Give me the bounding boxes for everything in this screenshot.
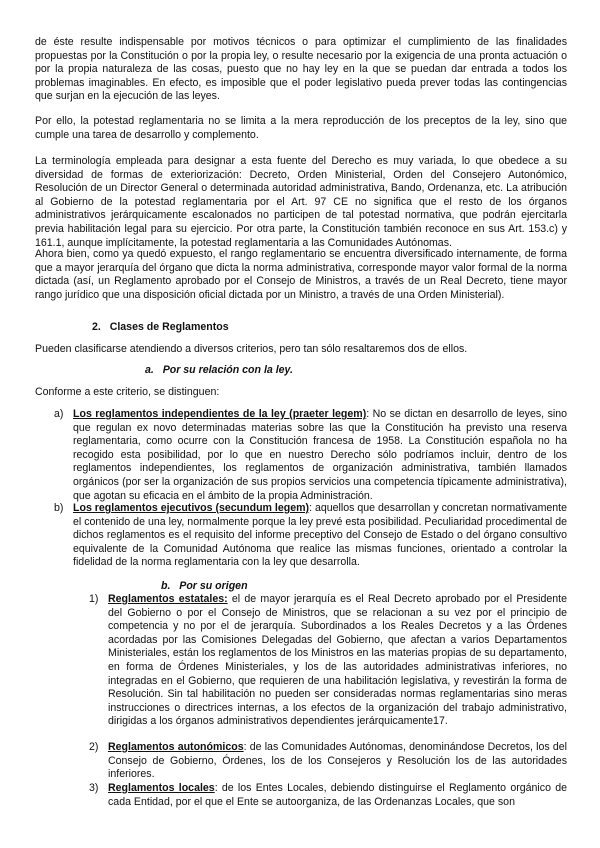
term-local: Reglamentos locales (108, 782, 215, 794)
text-executive: : aquellos que desarrollan y concretan normativamente el contenido de una ley, normalmente porque la ley prevé esta posibilidad. Peculiaridad procedimental de dichos reglamentos es el requisito del informe preceptivo del Consejo de Estado o del órgano consultivo equivalente de la Comunidad Autónoma que realice las mismas funciones, orientado a controlar la fidelidad de la norma reglamentaria con la ley que desarrolla. (73, 502, 568, 569)
section-title: Clases de Reglamentos (109, 321, 229, 333)
list-item-independent (73, 408, 567, 503)
list-marker-b: b) (54, 502, 64, 514)
section-intro: Pueden clasificarse atendiendo a diversos criterios, pero tan sólo resaltaremos dos de ellos. (35, 343, 468, 355)
list-marker-3: 3) (89, 782, 99, 794)
paragraph-3: La terminología empleada para designar a esta fuente del Derecho es muy variada, lo que obedece a su diversidad de formas de exteriorización: Decreto, Orden Ministerial, Orden del Consejero Autonómico, Resolución de un Director General o determinada autoridad administrativa, Bando, Ordenanza, etc. La atribución al Gobierno de la potestad reglamentaria por el Art. 97 CE no significa que el resto de los órganos administrativos jerárquicamente escalonados no participen de tal potestad normativa, que podrán ejercitarla previa habilitación legal para su ejercicio. Por otra parte, la Constitución también reconoce en sus Art. 153.c) y 161.1, aunque implícitamente, la potestad reglamentaria a las Comunidades Autónomas. (35, 155, 567, 249)
list-marker-2: 2) (89, 741, 99, 753)
text-local: : de los Entes Locales, debiendo distinguirse el Reglamento orgánico de cada Entidad, por el que el Ente se autoorganiza, de las Ordenanzas Locales, que son (108, 782, 568, 808)
section-heading (92, 321, 229, 335)
list-item-local (108, 782, 567, 809)
list-item-state (108, 593, 567, 729)
term-autonomic: Reglamentos autonómicos (108, 741, 244, 753)
criterion-b-label: b. (161, 580, 171, 592)
paragraph-2: Por ello, la potestad reglamentaria no se limita a la mera reproducción de los preceptos de la ley, sino que cumple una tarea de desarrollo y complemento. (35, 115, 567, 141)
list-marker-a: a) (54, 408, 64, 420)
text-autonomic: : de las Comunidades Autónomas, denominándose Decretos, los del Consejo de Gobierno, Órdenes, los de los Consejeros y Resolución los de las autoridades inferiores. (108, 741, 567, 781)
term-executive: Los reglamentos ejecutivos (secundum legem) (73, 502, 310, 514)
list-item-executive (73, 502, 567, 570)
criterion-b-title: Por su origen (179, 580, 248, 592)
criterion-a-intro: Conforme a este criterio, se distinguen: (35, 386, 220, 398)
paragraph-4: Ahora bien, como ya quedó expuesto, el rango reglamentario se encuentra diversificado internamente, de forma que a mayor jerarquía del órgano que dicta la norma administrativa, corresponde mayor valor formal de la norma dictada (así, un Reglamento aprobado por el Consejo de Ministros, a través de un Real Decreto, tiene mayor rango jurídico que una disposición oficial dictada por un Ministro, a través de una Orden Ministerial). (35, 248, 567, 301)
criterion-a-heading (145, 364, 293, 378)
section-number: 2. (92, 321, 101, 333)
criterion-b-heading (161, 580, 248, 594)
text-independent: : No se dictan en desarrollo de leyes, sino que regulan ex novo determinadas materias sobre las que la Constitución ha previsto una reserva reglamentaria, como ocurre con la Constitución francesa de 1958. La Constitución española no ha recogido esta posibilidad, por lo que en nuestro Derecho sólo podríamos incluir, dentro de los reglamentos independientes, los reglamentos de organización administrativa, también llamados orgánicos (por ser la organización de sus propios servicios una competencia típicamente administrativa), que agotan su eficacia en el ámbito de la propia Administración. (73, 408, 568, 502)
term-independent: Los reglamentos independientes de la ley (praeter legem) (73, 408, 367, 420)
term-state: Reglamentos estatales: (108, 593, 228, 605)
text-state: el de mayor jerarquía es el Real Decreto aprobado por el Presidente del Gobierno o por el Consejo de Ministros, que se relacionan a su vez por el principio de competencia y no por el de jerarquía. Subordinados a los Reales Decretos y a las Órdenes acordadas por las Comisiones Delegadas del Gobierno, que afectan a varios Departamentos Ministeriales, están los reglamentos de los Ministros en las materias propias de su departamento, en forma de Órdenes Ministeriales, y los de las autoridades administrativas inferiores, no integradas en el Gobierno, que requieren de una habilitación legislativa, y revestirán la forma de Resolución. Sin tal habilitación no pueden ser consideradas normas reglamentarias sino meras instrucciones o directrices internas, a los efectos de la organización del trabajo administrativo, dirigidas a los órganos administrativos dependientes jerárquicamente17. (108, 593, 567, 728)
list-item-autonomic (108, 741, 567, 782)
list-marker-1: 1) (89, 593, 99, 605)
criterion-a-label: a. (145, 364, 154, 376)
criterion-a-title: Por su relación con la ley. (162, 364, 293, 376)
paragraph-1: de éste resulte indispensable por motivos técnicos o para optimizar el cumplimiento de las finalidades propuestas por la Constitución o por la propia ley, o resulte necesario por la exigencia de una pronta actuación o por la propia naturaleza de las cosas, puesto que no hay ley en la que se puedan dar entrada a todos los problemas imaginables. En efecto, es imposible que el poder legislativo pueda prever todas las contingencias que surjan en la ejecución de las leyes. (35, 36, 567, 103)
